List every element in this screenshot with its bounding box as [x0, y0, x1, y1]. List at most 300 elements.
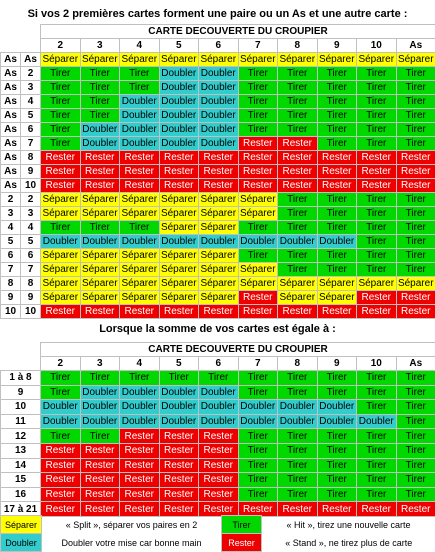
strategy-cell: Tirer: [41, 109, 81, 123]
strategy-cell: Tirer: [238, 458, 278, 473]
strategy-cell: Rester: [278, 305, 318, 319]
player-total: 11: [1, 414, 41, 429]
table-row: [1, 179, 435, 193]
strategy-cell: Séparer: [238, 53, 278, 67]
strategy-cell: Rester: [41, 151, 81, 165]
legend: [0, 515, 435, 552]
strategy-cell: Séparer: [80, 263, 120, 277]
strategy-cell: Doubler: [317, 414, 357, 429]
table-row: [1, 151, 435, 165]
strategy-cell: Rester: [41, 165, 81, 179]
strategy-cell: Séparer: [199, 207, 239, 221]
strategy-cell: Tirer: [278, 123, 318, 137]
strategy-cell: Rester: [238, 291, 278, 305]
player-card-2: 8: [21, 151, 41, 165]
strategy-cell: Rester: [238, 151, 278, 165]
strategy-cell: Rester: [396, 165, 435, 179]
strategy-cell: Séparer: [357, 277, 397, 291]
strategy-cell: Tirer: [41, 385, 81, 400]
strategy-cell: Doubler: [238, 414, 278, 429]
strategy-cell: Séparer: [238, 277, 278, 291]
strategy-cell: Rester: [80, 305, 120, 319]
strategy-cell: Séparer: [80, 249, 120, 263]
strategy-cell: Rester: [120, 179, 160, 193]
legend-swatch: Rester: [222, 534, 262, 552]
strategy-cell: Doubler: [159, 137, 199, 151]
strategy-cell: Rester: [80, 502, 120, 517]
strategy-cell: Tirer: [317, 385, 357, 400]
strategy-cell: Rester: [278, 179, 318, 193]
dealer-column-header: 3: [80, 39, 120, 53]
strategy-cell: Séparer: [159, 207, 199, 221]
strategy-cell: Rester: [396, 151, 435, 165]
strategy-cell: Rester: [238, 502, 278, 517]
legend-swatch: Doubler: [1, 534, 42, 552]
player-total: 1 à 8: [1, 371, 41, 386]
strategy-cell: Rester: [159, 443, 199, 458]
strategy-cell: Séparer: [159, 277, 199, 291]
strategy-cell: Rester: [120, 458, 160, 473]
strategy-cell: Rester: [80, 165, 120, 179]
dealer-column-header: 2: [41, 39, 81, 53]
strategy-cell: Séparer: [278, 277, 318, 291]
strategy-cell: Doubler: [120, 95, 160, 109]
strategy-cell: Séparer: [41, 193, 81, 207]
dealer-column-header: 8: [278, 39, 318, 53]
strategy-cell: Tirer: [278, 473, 318, 488]
player-card-1: As: [1, 53, 21, 67]
table-row: [1, 385, 435, 400]
strategy-cell: Tirer: [317, 473, 357, 488]
strategy-cell: Rester: [317, 502, 357, 517]
strategy-cell: Tirer: [357, 109, 397, 123]
strategy-cell: Séparer: [80, 277, 120, 291]
strategy-cell: Rester: [396, 305, 435, 319]
strategy-cell: Tirer: [80, 95, 120, 109]
strategy-cell: Tirer: [357, 221, 397, 235]
player-total: 16: [1, 487, 41, 502]
player-card-1: 7: [1, 263, 21, 277]
strategy-cell: Séparer: [278, 291, 318, 305]
player-card-2: 7: [21, 137, 41, 151]
strategy-cell: Tirer: [357, 193, 397, 207]
strategy-cell: Rester: [317, 151, 357, 165]
strategy-cell: Séparer: [80, 53, 120, 67]
strategy-cell: Tirer: [317, 487, 357, 502]
strategy-cell: Tirer: [41, 123, 81, 137]
strategy-cell: Rester: [238, 179, 278, 193]
strategy-cell: Doubler: [159, 81, 199, 95]
strategy-cell: Doubler: [199, 67, 239, 81]
player-card-1: As: [1, 95, 21, 109]
strategy-cell: Tirer: [238, 249, 278, 263]
strategy-cell: Rester: [159, 151, 199, 165]
strategy-cell: Doubler: [199, 81, 239, 95]
strategy-cell: Séparer: [238, 207, 278, 221]
strategy-cell: Séparer: [199, 277, 239, 291]
strategy-cell: Rester: [41, 502, 81, 517]
strategy-cell: Rester: [199, 179, 239, 193]
strategy-cell: Tirer: [396, 263, 435, 277]
strategy-cell: Doubler: [159, 414, 199, 429]
strategy-cell: Séparer: [199, 263, 239, 277]
player-total: 10: [1, 400, 41, 415]
player-card-2: 6: [21, 249, 41, 263]
strategy-cell: Doubler: [199, 137, 239, 151]
strategy-cell: Tirer: [357, 429, 397, 444]
strategy-cell: Séparer: [199, 53, 239, 67]
strategy-cell: Rester: [41, 443, 81, 458]
strategy-cell: Rester: [159, 165, 199, 179]
legend-swatch: Séparer: [1, 516, 42, 534]
strategy-cell: Séparer: [120, 193, 160, 207]
strategy-cell: Doubler: [159, 235, 199, 249]
strategy-cell: Tirer: [396, 414, 435, 429]
table-row: [1, 263, 435, 277]
strategy-cell: Doubler: [199, 95, 239, 109]
strategy-cell: Séparer: [199, 291, 239, 305]
strategy-cell: Tirer: [317, 109, 357, 123]
strategy-cell: Séparer: [159, 249, 199, 263]
table-row: [1, 165, 435, 179]
strategy-cell: Tirer: [317, 443, 357, 458]
strategy-cell: Tirer: [80, 221, 120, 235]
legend-description: « Hit », tirez une nouvelle carte: [262, 516, 435, 534]
strategy-cell: Tirer: [278, 221, 318, 235]
strategy-cell: Tirer: [278, 109, 318, 123]
player-card-1: As: [1, 151, 21, 165]
strategy-cell: Tirer: [238, 81, 278, 95]
strategy-cell: Rester: [199, 443, 239, 458]
strategy-cell: Tirer: [317, 123, 357, 137]
strategy-cell: Séparer: [120, 207, 160, 221]
strategy-cell: Séparer: [120, 263, 160, 277]
strategy-cell: Doubler: [41, 414, 81, 429]
strategy-cell: Tirer: [357, 207, 397, 221]
legend-row: [1, 534, 435, 552]
strategy-cell: Doubler: [317, 400, 357, 415]
strategy-cell: Tirer: [357, 123, 397, 137]
strategy-cell: Doubler: [80, 137, 120, 151]
strategy-cell: Séparer: [41, 249, 81, 263]
player-card-1: As: [1, 67, 21, 81]
player-card-1: 6: [1, 249, 21, 263]
strategy-cell: Rester: [41, 305, 81, 319]
strategy-cell: Rester: [80, 473, 120, 488]
strategy-cell: Tirer: [317, 95, 357, 109]
strategy-cell: Rester: [120, 502, 160, 517]
strategy-cell: Tirer: [396, 443, 435, 458]
table-row: [1, 137, 435, 151]
dealer-column-header: 9: [317, 357, 357, 371]
dealer-column-header: 10: [357, 39, 397, 53]
strategy-cell: Rester: [120, 487, 160, 502]
strategy-cell: Rester: [199, 502, 239, 517]
table-row: [1, 473, 435, 488]
strategy-cell: Doubler: [120, 235, 160, 249]
strategy-cell: Séparer: [41, 263, 81, 277]
player-card-1: 9: [1, 291, 21, 305]
strategy-cell: Rester: [199, 458, 239, 473]
strategy-cell: Rester: [396, 291, 435, 305]
strategy-cell: Tirer: [396, 429, 435, 444]
strategy-cell: Tirer: [317, 137, 357, 151]
strategy-cell: Tirer: [396, 221, 435, 235]
strategy-cell: Tirer: [357, 137, 397, 151]
strategy-cell: Séparer: [159, 193, 199, 207]
dealer-column-header: 7: [238, 357, 278, 371]
strategy-cell: Rester: [357, 305, 397, 319]
strategy-cell: Rester: [80, 151, 120, 165]
strategy-cell: Rester: [317, 305, 357, 319]
strategy-cell: Séparer: [396, 53, 435, 67]
strategy-cell: Doubler: [120, 414, 160, 429]
strategy-cell: Tirer: [278, 263, 318, 277]
player-card-2: 9: [21, 165, 41, 179]
player-card-1: As: [1, 123, 21, 137]
strategy-cell: Rester: [41, 473, 81, 488]
player-card-2: 10: [21, 305, 41, 319]
player-total: 9: [1, 385, 41, 400]
strategy-cell: Tirer: [357, 249, 397, 263]
table-row: [1, 81, 435, 95]
strategy-cell: Tirer: [238, 443, 278, 458]
strategy-cell: Tirer: [278, 193, 318, 207]
strategy-cell: Tirer: [317, 221, 357, 235]
strategy-cell: Tirer: [278, 67, 318, 81]
strategy-cell: Tirer: [396, 400, 435, 415]
strategy-cell: Doubler: [238, 400, 278, 415]
strategy-cell: Doubler: [80, 385, 120, 400]
dealer-column-header: 6: [199, 39, 239, 53]
strategy-cell: Tirer: [238, 95, 278, 109]
dealer-column-header: 9: [317, 39, 357, 53]
table-row: [1, 193, 435, 207]
strategy-cell: Tirer: [396, 235, 435, 249]
strategy-cell: Tirer: [41, 81, 81, 95]
strategy-cell: Séparer: [357, 53, 397, 67]
strategy-cell: Doubler: [159, 400, 199, 415]
player-total: 17 à 21: [1, 502, 41, 517]
strategy-cell: Tirer: [41, 221, 81, 235]
table-row: [1, 443, 435, 458]
strategy-cell: Tirer: [396, 95, 435, 109]
strategy-cell: Séparer: [317, 53, 357, 67]
strategy-cell: Doubler: [199, 235, 239, 249]
player-card-2: 10: [21, 179, 41, 193]
strategy-cell: Rester: [357, 151, 397, 165]
strategy-cell: Séparer: [238, 193, 278, 207]
strategy-cell: Rester: [120, 151, 160, 165]
strategy-cell: Tirer: [238, 371, 278, 386]
strategy-cell: Rester: [357, 165, 397, 179]
strategy-cell: Tirer: [317, 207, 357, 221]
strategy-cell: Tirer: [396, 81, 435, 95]
totals-strategy-table: [0, 342, 435, 517]
strategy-cell: Rester: [199, 487, 239, 502]
table-row: [1, 291, 435, 305]
strategy-cell: Tirer: [317, 458, 357, 473]
dealer-column-header: 6: [199, 357, 239, 371]
dealer-column-header: 4: [120, 357, 160, 371]
table-row: [1, 221, 435, 235]
strategy-cell: Rester: [199, 151, 239, 165]
dealer-column-header: As: [396, 39, 435, 53]
strategy-cell: Tirer: [357, 443, 397, 458]
player-card-2: 9: [21, 291, 41, 305]
strategy-cell: Séparer: [238, 263, 278, 277]
strategy-cell: Rester: [120, 429, 160, 444]
strategy-cell: Rester: [41, 487, 81, 502]
table-row: [1, 371, 435, 386]
strategy-cell: Tirer: [238, 109, 278, 123]
player-card-2: 5: [21, 109, 41, 123]
strategy-cell: Tirer: [357, 67, 397, 81]
strategy-cell: Séparer: [41, 277, 81, 291]
table-row: [1, 487, 435, 502]
strategy-cell: Rester: [159, 487, 199, 502]
strategy-cell: Séparer: [41, 207, 81, 221]
strategy-cell: Tirer: [80, 109, 120, 123]
strategy-cell: Doubler: [80, 123, 120, 137]
player-card-2: 4: [21, 95, 41, 109]
strategy-cell: Doubler: [199, 385, 239, 400]
strategy-cell: Séparer: [396, 277, 435, 291]
strategy-cell: Doubler: [199, 123, 239, 137]
strategy-cell: Rester: [199, 165, 239, 179]
strategy-cell: Tirer: [357, 235, 397, 249]
table-row: [1, 458, 435, 473]
strategy-cell: Tirer: [238, 67, 278, 81]
dealer-column-header: As: [396, 357, 435, 371]
strategy-cell: Tirer: [278, 207, 318, 221]
strategy-cell: Tirer: [278, 95, 318, 109]
strategy-cell: Tirer: [41, 95, 81, 109]
strategy-cell: Rester: [159, 458, 199, 473]
strategy-cell: Rester: [199, 305, 239, 319]
strategy-cell: Tirer: [238, 123, 278, 137]
strategy-cell: Rester: [357, 179, 397, 193]
dealer-column-header: 5: [159, 357, 199, 371]
strategy-cell: Tirer: [357, 400, 397, 415]
strategy-cell: Tirer: [396, 473, 435, 488]
strategy-cell: Tirer: [278, 429, 318, 444]
table-row: [1, 429, 435, 444]
strategy-cell: Doubler: [159, 109, 199, 123]
strategy-cell: Rester: [80, 179, 120, 193]
header-blank-cell: [1, 343, 41, 371]
strategy-cell: Séparer: [159, 291, 199, 305]
strategy-cell: Rester: [357, 291, 397, 305]
strategy-cell: Doubler: [80, 400, 120, 415]
strategy-cell: Tirer: [396, 193, 435, 207]
strategy-cell: Séparer: [159, 221, 199, 235]
strategy-cell: Doubler: [159, 123, 199, 137]
player-card-1: As: [1, 165, 21, 179]
strategy-cell: Tirer: [357, 473, 397, 488]
strategy-cell: Rester: [238, 165, 278, 179]
strategy-cell: Rester: [278, 165, 318, 179]
strategy-cell: Rester: [41, 458, 81, 473]
strategy-cell: Tirer: [396, 371, 435, 386]
strategy-cell: Rester: [199, 429, 239, 444]
strategy-cell: Doubler: [120, 137, 160, 151]
player-total: 13: [1, 443, 41, 458]
dealer-column-header: 5: [159, 39, 199, 53]
player-card-1: As: [1, 179, 21, 193]
strategy-cell: Tirer: [357, 95, 397, 109]
strategy-cell: Tirer: [357, 385, 397, 400]
player-total: 14: [1, 458, 41, 473]
strategy-cell: Doubler: [159, 67, 199, 81]
strategy-cell: Tirer: [357, 458, 397, 473]
strategy-cell: Séparer: [80, 193, 120, 207]
dealer-column-header: 10: [357, 357, 397, 371]
strategy-cell: Tirer: [238, 429, 278, 444]
pairs-title: Si vos 2 premières cartes forment une paire ou un As et une autre carte :: [0, 8, 435, 20]
strategy-cell: Tirer: [41, 137, 81, 151]
strategy-cell: Tirer: [317, 371, 357, 386]
strategy-cell: Rester: [159, 473, 199, 488]
strategy-cell: Tirer: [396, 487, 435, 502]
dealer-column-header: 8: [278, 357, 318, 371]
player-card-2: 3: [21, 81, 41, 95]
table-row: [1, 249, 435, 263]
strategy-cell: Séparer: [41, 291, 81, 305]
strategy-cell: Rester: [159, 502, 199, 517]
table-row: [1, 123, 435, 137]
strategy-cell: Rester: [120, 165, 160, 179]
strategy-cell: Rester: [80, 443, 120, 458]
strategy-cell: Tirer: [357, 371, 397, 386]
strategy-cell: Doubler: [41, 235, 81, 249]
strategy-cell: Tirer: [80, 81, 120, 95]
strategy-cell: Séparer: [199, 249, 239, 263]
strategy-cell: Tirer: [396, 458, 435, 473]
player-card-1: As: [1, 137, 21, 151]
strategy-cell: Tirer: [317, 81, 357, 95]
strategy-cell: Séparer: [80, 207, 120, 221]
dealer-column-header: 4: [120, 39, 160, 53]
strategy-cell: Doubler: [80, 235, 120, 249]
strategy-cell: Tirer: [396, 207, 435, 221]
player-card-2: 7: [21, 263, 41, 277]
player-card-2: As: [21, 53, 41, 67]
strategy-cell: Rester: [159, 179, 199, 193]
strategy-cell: Tirer: [317, 249, 357, 263]
legend-description: « Stand », ne tirez plus de carte: [262, 534, 435, 552]
player-card-1: 3: [1, 207, 21, 221]
strategy-cell: Tirer: [317, 263, 357, 277]
strategy-cell: Doubler: [159, 95, 199, 109]
player-card-1: 4: [1, 221, 21, 235]
strategy-cell: Séparer: [317, 277, 357, 291]
strategy-cell: Rester: [278, 502, 318, 517]
strategy-cell: Tirer: [278, 371, 318, 386]
strategy-cell: Rester: [120, 443, 160, 458]
strategy-cell: Doubler: [357, 414, 397, 429]
strategy-cell: Tirer: [357, 81, 397, 95]
strategy-cell: Tirer: [396, 249, 435, 263]
table-row: [1, 207, 435, 221]
player-card-2: 5: [21, 235, 41, 249]
strategy-cell: Tirer: [278, 249, 318, 263]
strategy-cell: Tirer: [80, 371, 120, 386]
strategy-cell: Tirer: [317, 429, 357, 444]
player-card-1: 5: [1, 235, 21, 249]
strategy-cell: Tirer: [120, 221, 160, 235]
strategy-cell: Séparer: [120, 291, 160, 305]
